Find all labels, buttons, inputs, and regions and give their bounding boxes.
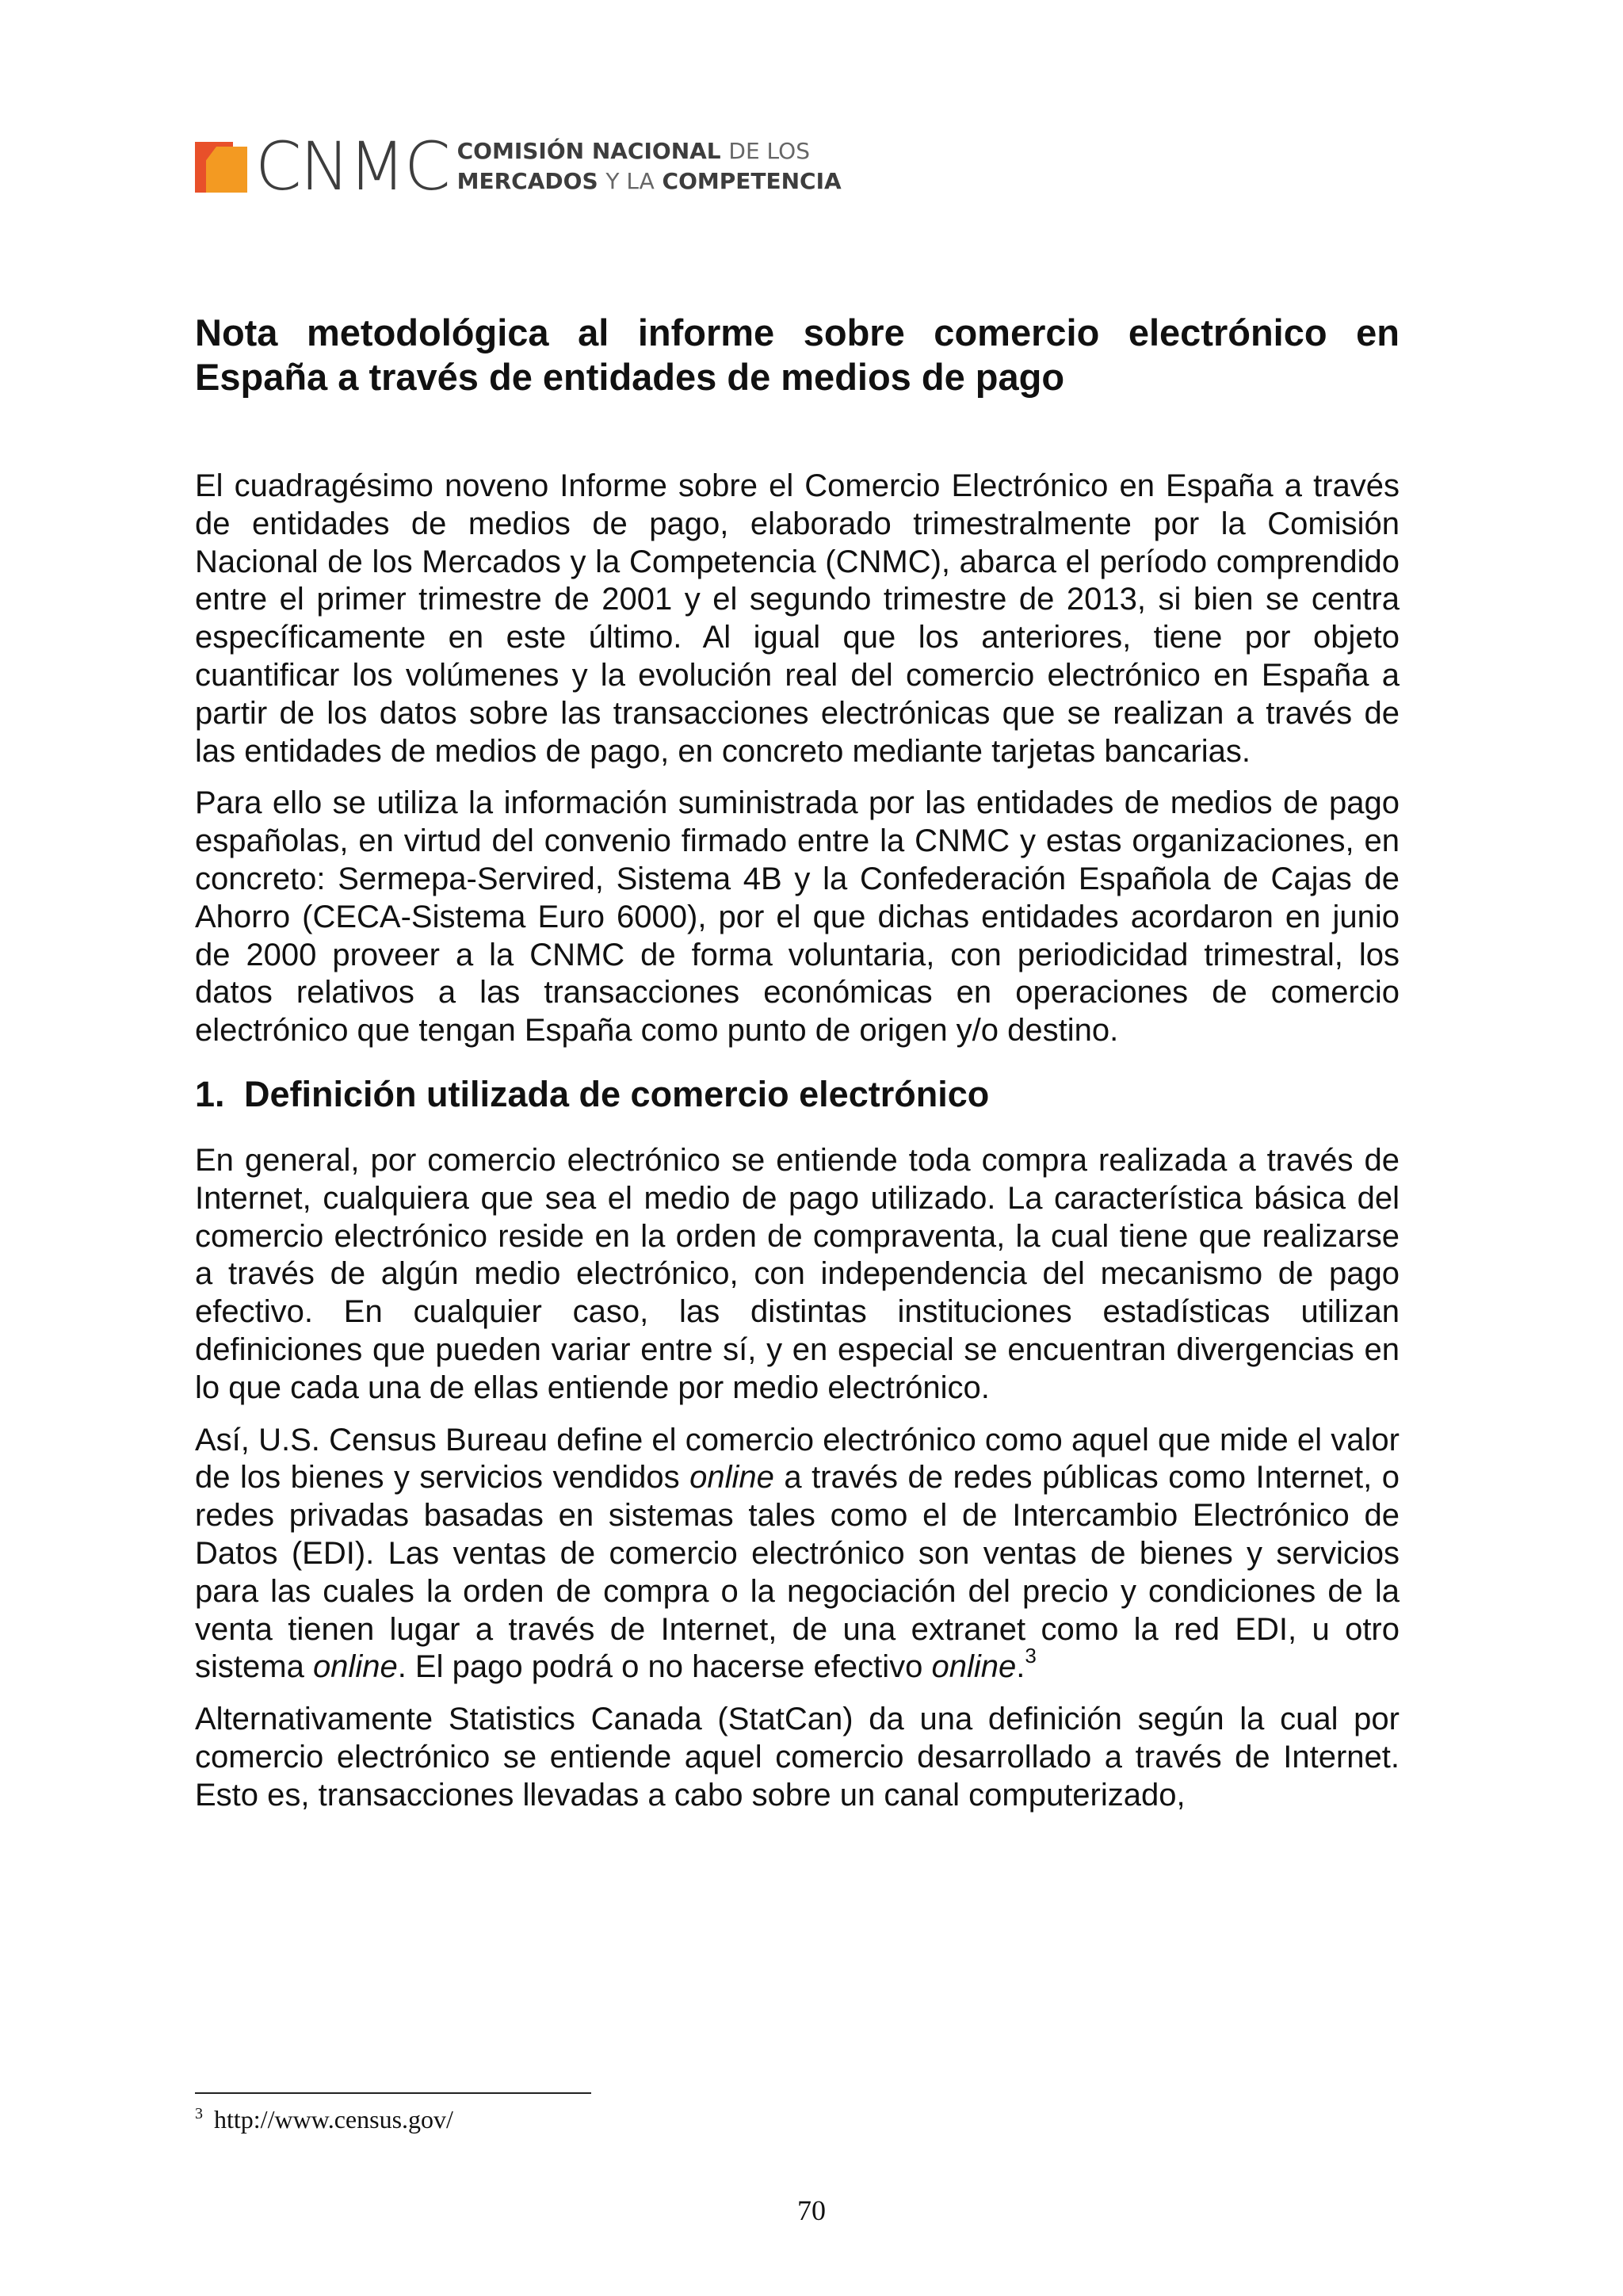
logo-subtitle	[457, 136, 842, 197]
logo-line2-bold2: COMPETENCIA	[662, 168, 842, 194]
emphasis-online: online	[689, 1460, 774, 1496]
footnote	[195, 2105, 453, 2134]
text-run: Así, U.S. Census Bureau define el comercio electrónico como aquel que mide el valor de los bienes y servicios vendidos	[195, 1422, 1400, 1496]
page-number: 70	[797, 2195, 826, 2226]
cnmc-logo	[195, 128, 842, 205]
intro-paragraph-1: El cuadragésimo noveno Informe sobre el Comercio Electrónico en España a través de entidades de medios de pago, elaborado trimestralmente por la Comisión Nacional de los Mercados y la Competencia (CNMC), abarca el período comprendido entre el primer trimestre de 2001 y el segundo trimestre de 2013, si bien se centra específicamente en este último. Al igual que los anteriores, tiene por objeto cuantificar los volúmenes y la evolución real del comercio electrónico en España a partir de los datos sobre las transacciones electrónicas que se realizan a través de las entidades de medios de pago, en concreto mediante tarjetas bancarias.	[195, 468, 1400, 769]
cnmc-logo-icon	[195, 139, 250, 194]
logo-line1-light: DE LOS	[728, 138, 810, 164]
logo-line1-bold: COMISIÓN NACIONAL	[456, 138, 721, 164]
section-title: Definición utilizada de comercio electrónico	[244, 1073, 990, 1114]
section-heading	[195, 1072, 1400, 1117]
footnote-link[interactable]: http://www.census.gov/	[214, 2105, 453, 2134]
section-paragraph-1: En general, por comercio electrónico se entiende toda compra realizada a través de Internet, cualquiera que sea el medio de pago utilizado. La característica básica del comercio electrónico reside en la orden de compraventa, la cual tiene que realizarse a través de algún medio electrónico, con independencia del mecanismo de pago efectivo. En cualquier caso, las distintas instituciones estadísticas utilizan definiciones que pueden variar entre sí, y en especial se encuentran divergencias en lo que cada una de ellas entiende por medio electrónico.	[195, 1142, 1400, 1405]
text-run: a través de redes públicas como Internet, o redes privadas basadas en sistemas tales como el de Intercambio Electrónico de Datos (EDI). Las ventas de comercio electrónico son ventas de bienes y servicios para las cuales la orden de compra o la negociación del precio y condiciones de la venta tienen lugar a través de Internet, de una extranet como la red EDI, u otro sistema	[195, 1460, 1400, 1685]
document-title: Nota metodológica al informe sobre comercio electrónico en España a través de entidades de medios de pago	[195, 311, 1400, 398]
logo-line2-bold: MERCADOS	[456, 168, 598, 194]
section-paragraph-2	[195, 1422, 1400, 1687]
footnote-reference[interactable]: 3	[1025, 1644, 1037, 1668]
footnote-divider	[195, 2092, 591, 2094]
section-number: 1.	[195, 1073, 225, 1114]
intro-paragraph-2: Para ello se utiliza la información suministrada por las entidades de medios de pago españolas, en virtud del convenio firmado entre la CNMC y estas organizaciones, en concreto: Sermepa-Servired, Sistema 4B y la Confederación Española de Cajas de Ahorro (CECA-Sistema Euro 6000), por el que dichas entidades acordaron en junio de 2000 proveer a la CNMC de forma voluntaria, con periodicidad trimestral, los datos relativos a las transacciones económicas en operaciones de comercio electrónico que tengan España como punto de origen y/o destino.	[195, 785, 1400, 1049]
emphasis-online: online	[931, 1649, 1017, 1685]
logo-line2-light: Y LA	[605, 168, 655, 194]
document-body	[195, 468, 1400, 1829]
logo-wordmark: CNMC	[255, 128, 449, 205]
section-paragraph-3: Alternativamente Statistics Canada (StatCan) da una definición según la cual por comercio electrónico se entiende aquel comercio desarrollado a través de Internet. Esto es, transacciones llevadas a cabo sobre un canal computerizado,	[195, 1702, 1400, 1813]
footnote-number: 3	[195, 2105, 203, 2122]
text-run: . El pago podrá o no hacerse efectivo	[397, 1649, 932, 1685]
emphasis-online: online	[312, 1649, 398, 1685]
text-run: .	[1016, 1649, 1025, 1685]
